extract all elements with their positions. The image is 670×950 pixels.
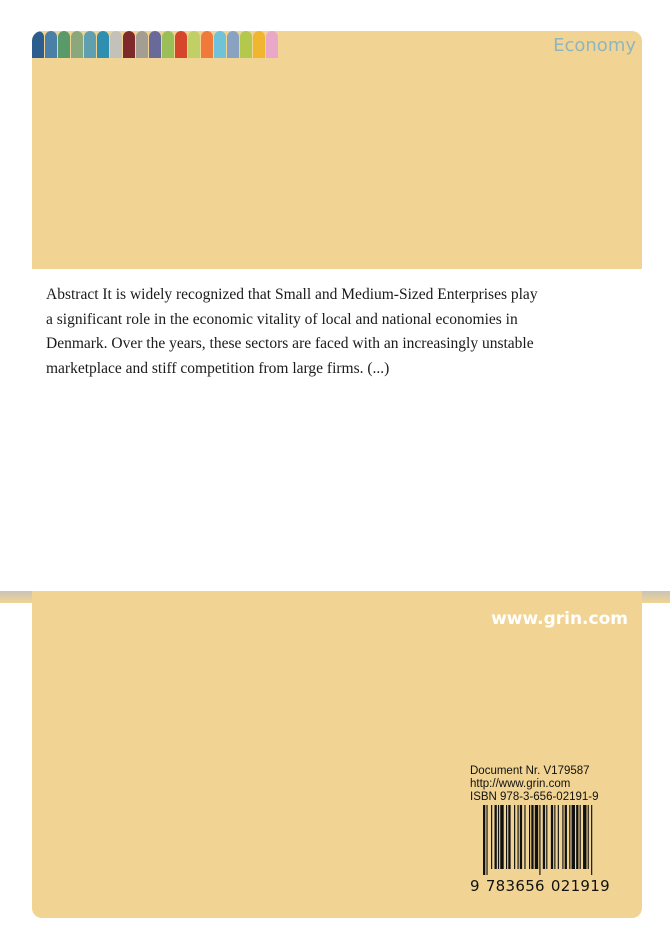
color-stripes: [32, 31, 279, 58]
color-stripe: [227, 31, 239, 58]
abstract-panel: [32, 269, 642, 591]
barcode-digits: [470, 877, 632, 895]
document-info: [470, 765, 599, 804]
color-stripe: [240, 31, 252, 58]
color-stripe: [162, 31, 174, 58]
color-stripe: [266, 31, 278, 58]
cover-bottom-panel: [32, 591, 642, 918]
color-stripe: [97, 31, 109, 58]
color-stripe: [201, 31, 213, 58]
color-stripe: [253, 31, 265, 58]
barcode-icon: [483, 805, 628, 875]
color-stripe: [188, 31, 200, 58]
color-stripe: [149, 31, 161, 58]
color-stripe: [71, 31, 83, 58]
document-number: Document Nr. V179587: [470, 765, 590, 777]
document-url[interactable]: http://www.grin.com: [470, 778, 571, 790]
cover-top-panel: [32, 31, 642, 269]
publisher-url[interactable]: www.grin.com: [491, 609, 628, 629]
color-stripe: [58, 31, 70, 58]
color-stripe: [123, 31, 135, 58]
series-label: Economy: [553, 35, 636, 56]
abstract-text: Abstract It is widely recognized that Small and Medium-Sized Enterprises play a significant role in the economic vitality of local and national economies in Denmark. Over the years, these sectors are faced with an increasingly unstable marketplace and stiff competition from large firms. (...): [46, 286, 538, 377]
color-stripe: [110, 31, 122, 58]
color-stripe: [175, 31, 187, 58]
isbn: ISBN 978-3-656-02191-9: [470, 791, 599, 803]
barcode-left-group: 783656: [485, 877, 545, 895]
color-stripe: [136, 31, 148, 58]
color-stripe: [84, 31, 96, 58]
color-stripe: [45, 31, 57, 58]
barcode-lead-digit: 9: [470, 877, 480, 895]
color-stripe: [32, 31, 44, 58]
barcode-right-group: 021919: [550, 877, 610, 895]
color-stripe: [214, 31, 226, 58]
